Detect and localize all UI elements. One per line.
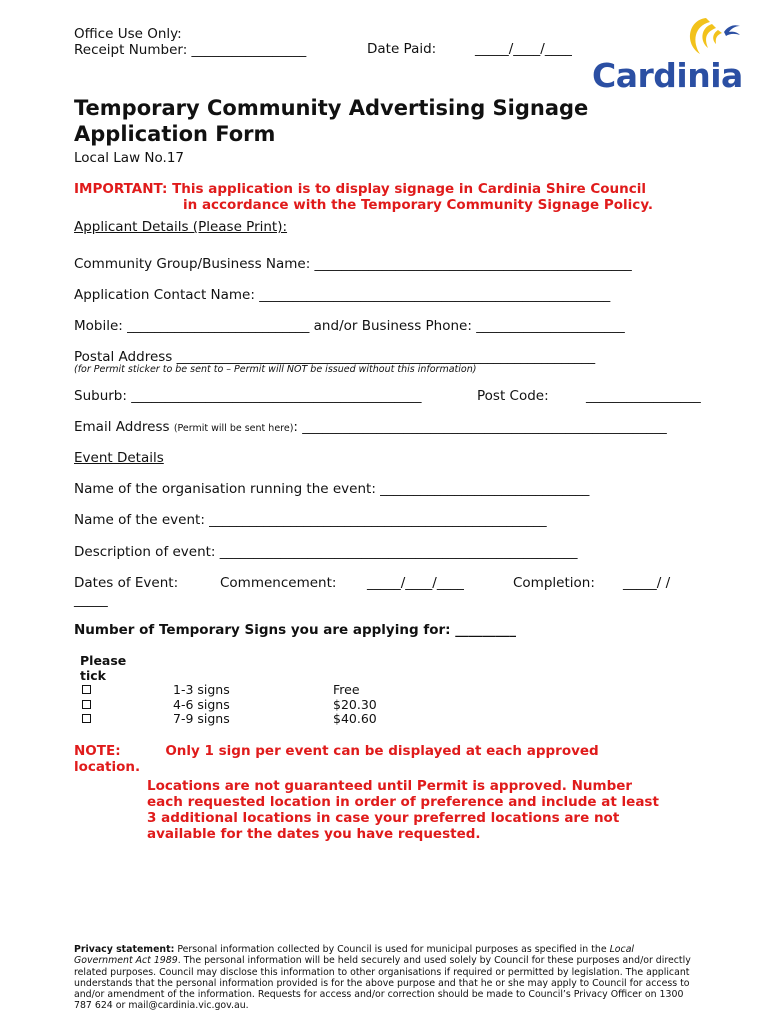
local-law-label: Local Law No.17 xyxy=(74,150,184,166)
privacy-text-1: Personal information collected by Council is used for municipal purposes as specified in the xyxy=(174,944,610,955)
important-notice xyxy=(74,181,653,213)
date-paid-label: Date Paid: xyxy=(367,41,437,57)
fee-row xyxy=(80,712,377,727)
postal-address-note: (for Permit sticker to be sent to – Permit will NOT be issued without this information) xyxy=(74,364,477,375)
group-name-field[interactable]: Community Group/Business Name: _______________________________________________ xyxy=(74,256,632,272)
completion-label: Completion: xyxy=(513,575,595,591)
checkbox-1-3[interactable] xyxy=(82,685,91,694)
office-use-label: Office Use Only: xyxy=(74,26,182,42)
form-title-line2: Application Form xyxy=(74,122,276,146)
important-line1: IMPORTANT: This application is to display signage in Cardinia Shire Council xyxy=(74,181,647,197)
fee-price: $40.60 xyxy=(333,711,377,726)
applicant-details-heading: Applicant Details (Please Print): xyxy=(74,219,288,235)
email-field[interactable] xyxy=(74,419,667,435)
locations-line: Locations are not guaranteed until Permit is approved. Number xyxy=(147,778,633,794)
completion-field-wrap: _____ xyxy=(74,592,108,608)
privacy-statement xyxy=(74,944,694,1012)
fee-price: $20.30 xyxy=(333,696,377,712)
locations-line: available for the dates you have requested. xyxy=(147,826,481,842)
fee-row xyxy=(80,698,377,713)
privacy-act: Local Government Act 1989 xyxy=(74,944,635,967)
commencement-label: Commencement: xyxy=(220,575,337,591)
event-details-heading: Event Details xyxy=(74,450,164,466)
postal-address-field[interactable]: Postal Address ______________________________________________________________ xyxy=(74,349,596,365)
completion-field[interactable]: _____/ / xyxy=(623,575,671,591)
checkbox-4-6[interactable] xyxy=(82,700,91,709)
locations-line: 3 additional locations in case your preferred locations are not xyxy=(147,810,620,826)
fee-range: 1-3 signs xyxy=(173,682,230,697)
locations-line: each requested location in order of preference and include at least xyxy=(147,794,659,810)
event-name-field[interactable]: Name of the event: __________________________________________________ xyxy=(74,512,547,528)
fee-range: 7-9 signs xyxy=(173,711,230,726)
signs-count-field[interactable]: Number of Temporary Signs you are applying for: _________ xyxy=(74,622,516,638)
checkbox-7-9[interactable] xyxy=(82,714,91,723)
privacy-text-2: . The personal information will be held securely and used solely by Council for these purposes and/or directly related purposes. Council may disclose this information to other organisations if required or permitted by legislation. The applicant understands that the personal information provided is for the above purpose and that he or she may apply to Council for access to and/or amendment of the information. Requests for access and/or correction should be made to Council’s Privacy Officer on 1300 787 624 or mail@cardinia.vic.gov.au. xyxy=(74,955,691,1012)
email-label: Email Address xyxy=(74,419,170,435)
postcode-label: Post Code: xyxy=(477,388,549,404)
email-note: (Permit will be sent here) xyxy=(173,423,294,434)
important-line2: in accordance with the Temporary Community Signage Policy. xyxy=(183,197,654,213)
note-block xyxy=(74,743,599,775)
receipt-number-field: Receipt Number: _________________ xyxy=(74,42,307,58)
logo-wordmark: Cardinia xyxy=(592,56,743,95)
office-use-block xyxy=(74,26,306,58)
postcode-field[interactable]: _________________ xyxy=(586,388,701,404)
tick-heading-1: Please xyxy=(80,653,127,668)
organisation-field[interactable]: Name of the organisation running the event: _______________________________ xyxy=(74,481,590,497)
note-line1: Only 1 sign per event can be displayed at each approved xyxy=(165,743,599,759)
form-title-line1: Temporary Community Advertising Signage xyxy=(74,96,589,120)
event-dates-label: Dates of Event: xyxy=(74,575,179,591)
commencement-field[interactable]: _____/____/____ xyxy=(367,575,464,591)
form-title xyxy=(74,95,588,147)
contact-name-field[interactable]: Application Contact Name: ____________________________________________________ xyxy=(74,287,611,303)
note-label: NOTE: xyxy=(74,743,121,759)
fee-row xyxy=(80,683,377,698)
phone-fields[interactable]: Mobile: ___________________________ and/or Business Phone: ______________________ xyxy=(74,318,625,334)
date-paid-field: _____/____/____ xyxy=(475,41,572,57)
event-description-field[interactable]: Description of event: _____________________________________________________ xyxy=(74,544,578,560)
note-line2: location. xyxy=(74,759,141,775)
privacy-label: Privacy statement: xyxy=(74,944,175,955)
suburb-field[interactable]: Suburb: ___________________________________________ xyxy=(74,388,422,404)
locations-note xyxy=(147,778,659,842)
cardinia-logo xyxy=(588,10,748,100)
tick-heading-2: tick xyxy=(80,667,106,683)
email-blank: : ______________________________________________________ xyxy=(293,419,667,435)
fee-range: 4-6 signs xyxy=(173,696,230,712)
sign-fee-table xyxy=(80,654,377,727)
fee-price: Free xyxy=(333,682,360,697)
